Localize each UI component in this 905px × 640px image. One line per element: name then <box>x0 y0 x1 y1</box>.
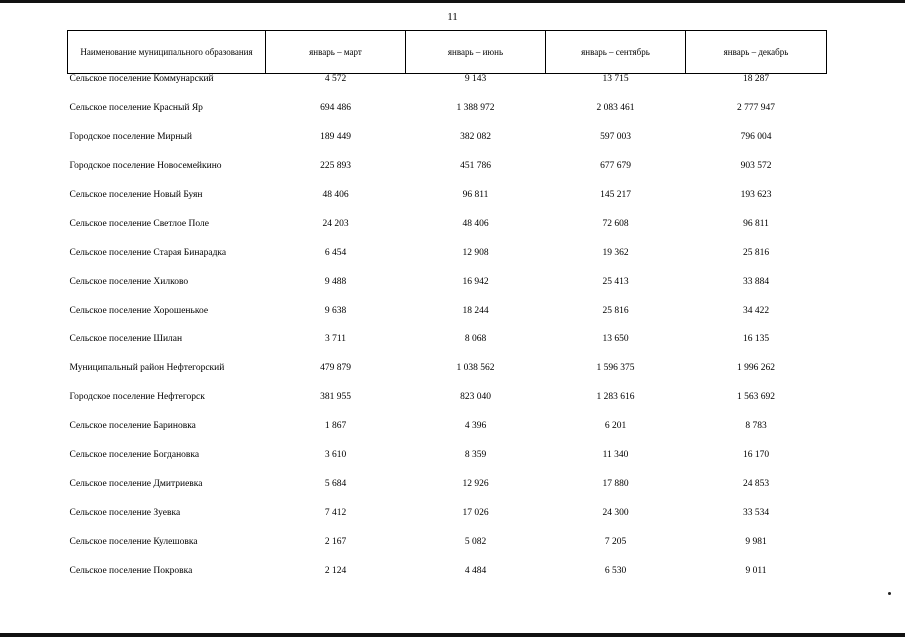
amount-q1: 3 711 <box>324 334 347 345</box>
table-row <box>68 363 827 392</box>
amount-h1: 4 396 <box>464 421 487 432</box>
amount-year: 33 534 <box>742 508 770 519</box>
amount-year: 24 853 <box>742 479 770 490</box>
amount-m9: 6 530 <box>604 565 627 576</box>
amount-h1: 8 359 <box>464 450 487 461</box>
table-row <box>68 190 827 219</box>
amount-q1: 4 572 <box>324 74 347 84</box>
amount-q1: 5 684 <box>324 479 347 490</box>
amount-h1: 17 026 <box>462 508 489 519</box>
amount-m9: 145 217 <box>600 189 631 200</box>
amount-h1: 451 786 <box>460 160 491 171</box>
municipality-name: Сельское поселение Красный Яр <box>69 102 203 113</box>
scan-top-border <box>0 0 905 3</box>
table-row <box>68 132 827 161</box>
table-row <box>68 277 827 306</box>
amount-m9: 6 201 <box>604 421 627 432</box>
municipality-name: Муниципальный район Нефтегорский <box>69 363 225 374</box>
amount-year: 903 572 <box>740 160 772 171</box>
amount-q1: 48 406 <box>322 189 349 200</box>
header-row <box>68 31 827 74</box>
amount-m9: 13 650 <box>602 334 629 345</box>
municipality-name: Сельское поселение Бариновка <box>69 421 196 432</box>
amount-m9: 25 413 <box>602 276 629 287</box>
scan-speck <box>888 592 891 595</box>
table-row <box>68 450 827 479</box>
municipality-name: Городское поселение Нефтегорск <box>69 392 205 403</box>
amount-year: 2 777 947 <box>737 102 775 113</box>
municipality-name: Сельское поселение Покровка <box>69 565 193 576</box>
amount-h1: 8 068 <box>464 334 487 345</box>
table-header <box>68 31 827 74</box>
header-jan-jun: январь – июнь <box>406 31 546 74</box>
amount-year: 796 004 <box>740 131 772 142</box>
table-row <box>68 248 827 277</box>
amount-q1: 7 412 <box>324 508 347 519</box>
municipality-name: Городское поселение Мирный <box>69 131 192 142</box>
amount-year: 193 623 <box>740 189 772 200</box>
amount-m9: 72 608 <box>602 218 629 229</box>
amount-h1: 96 811 <box>462 189 489 200</box>
amount-h1: 18 244 <box>462 305 489 316</box>
amount-h1: 16 942 <box>462 276 489 287</box>
amount-m9: 25 816 <box>602 305 629 316</box>
amount-m9: 7 205 <box>604 537 627 547</box>
amount-year: 16 170 <box>742 450 770 461</box>
amount-q1: 189 449 <box>320 131 351 142</box>
table-row <box>68 392 827 421</box>
amount-q1: 6 454 <box>324 247 347 258</box>
amount-q1: 2 167 <box>324 537 347 547</box>
amount-year: 1 996 262 <box>737 363 775 374</box>
header-jan-dec: январь – декабрь <box>686 31 827 74</box>
header-jan-mar: январь – март <box>266 31 406 74</box>
header-municipality: Наименование муниципального образования <box>68 31 266 74</box>
amount-m9: 17 880 <box>602 479 629 490</box>
municipality-name: Сельское поселение Хорошенькое <box>69 305 209 316</box>
table-row <box>68 537 827 566</box>
municipality-name: Сельское поселение Богдановка <box>69 450 200 461</box>
amount-m9: 19 362 <box>602 247 629 258</box>
header-jan-sep: январь – сентябрь <box>546 31 686 74</box>
page-number: 11 <box>447 11 458 23</box>
table-row <box>68 161 827 190</box>
allocation-table <box>67 30 827 595</box>
amount-year: 18 287 <box>742 74 770 84</box>
amount-m9: 24 300 <box>602 508 629 519</box>
amount-q1: 3 610 <box>324 450 347 461</box>
amount-q1: 2 124 <box>324 565 347 576</box>
municipality-name: Сельское поселение Старая Бинарадка <box>69 247 227 258</box>
table-row <box>68 566 827 595</box>
amount-q1: 9 488 <box>324 276 347 287</box>
amount-m9: 597 003 <box>600 131 631 142</box>
amount-year: 96 811 <box>743 218 769 229</box>
amount-year: 16 135 <box>742 334 770 345</box>
municipality-name: Сельское поселение Зуевка <box>69 508 181 519</box>
municipality-name: Сельское поселение Коммунарский <box>69 74 214 84</box>
amount-h1: 382 082 <box>460 131 491 142</box>
amount-h1: 12 908 <box>462 247 489 258</box>
municipality-name: Сельское поселение Шилан <box>69 334 183 345</box>
amount-h1: 48 406 <box>462 218 489 229</box>
amount-m9: 13 715 <box>602 74 629 84</box>
amount-h1: 9 143 <box>464 74 487 84</box>
amount-year: 25 816 <box>742 247 770 258</box>
table-row <box>68 479 827 508</box>
amount-q1: 694 486 <box>320 102 351 113</box>
amount-h1: 4 484 <box>464 565 487 576</box>
table-row <box>68 421 827 450</box>
amount-h1: 1 038 562 <box>456 363 495 374</box>
amount-year: 9 981 <box>745 537 767 547</box>
amount-q1: 381 955 <box>320 392 351 403</box>
amount-h1: 12 926 <box>462 479 489 490</box>
amount-m9: 677 679 <box>600 160 631 171</box>
municipality-name: Сельское поселение Светлое Поле <box>69 218 209 229</box>
amount-year: 8 783 <box>745 421 767 432</box>
amount-m9: 1 596 375 <box>596 363 635 374</box>
municipality-name: Сельское поселение Кулешовка <box>69 537 198 547</box>
amount-q1: 225 893 <box>320 160 351 171</box>
municipality-name: Сельское поселение Дмитриевка <box>69 479 203 490</box>
table-body <box>68 74 827 595</box>
amount-q1: 24 203 <box>322 218 349 229</box>
table-row <box>68 306 827 335</box>
amount-year: 34 422 <box>742 305 770 316</box>
amount-year: 9 011 <box>745 565 767 576</box>
table-row <box>68 74 827 103</box>
amount-year: 1 563 692 <box>737 392 775 403</box>
amount-h1: 1 388 972 <box>456 102 495 113</box>
amount-q1: 9 638 <box>324 305 347 316</box>
table-row <box>68 508 827 537</box>
municipality-name: Городское поселение Новосемейкино <box>69 160 222 171</box>
amount-m9: 2 083 461 <box>596 102 635 113</box>
table-row <box>68 334 827 363</box>
amount-q1: 479 879 <box>320 363 351 374</box>
amount-year: 33 884 <box>742 276 770 287</box>
scan-bottom-border <box>0 633 905 637</box>
municipality-name: Сельское поселение Новый Буян <box>69 189 203 200</box>
table-row <box>68 103 827 132</box>
amount-m9: 11 340 <box>602 450 629 461</box>
amount-q1: 1 867 <box>324 421 347 432</box>
table-row <box>68 219 827 248</box>
amount-h1: 823 040 <box>460 392 491 403</box>
amount-m9: 1 283 616 <box>596 392 635 403</box>
amount-h1: 5 082 <box>464 537 487 547</box>
municipality-name: Сельское поселение Хилково <box>69 276 189 287</box>
